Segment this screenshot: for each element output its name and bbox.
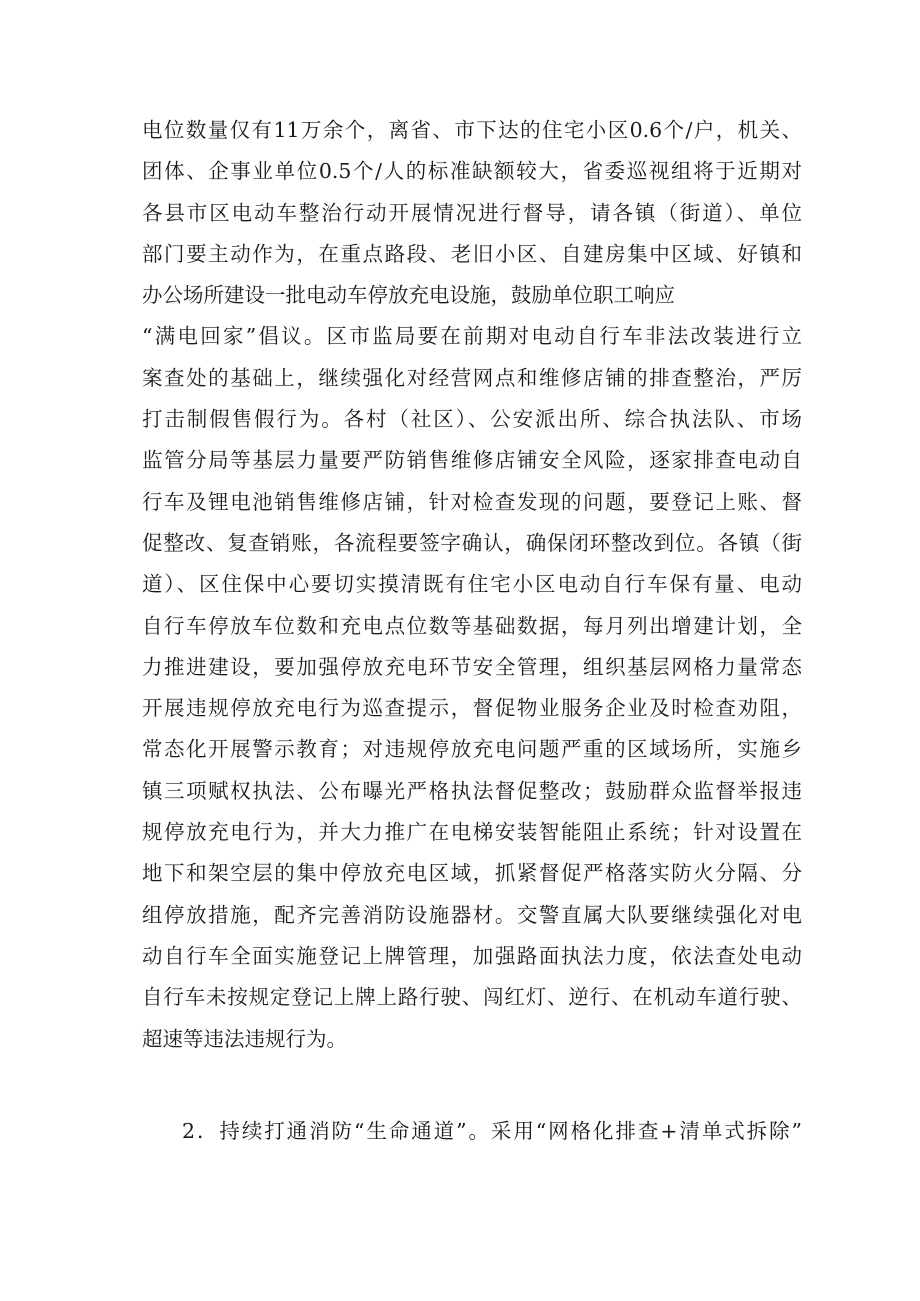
text-line: 镇三项赋权执法、公布曝光严格执法督促整改；鼓励群众监督举报违: [142, 778, 802, 803]
text-line: “满电回家”倡议。区市监局要在前期对电动自行车非法改装进行立: [142, 324, 802, 349]
text-line: 自行车未按规定登记上牌上路行驶、闯红灯、逆行、在机动车道行驶、: [142, 985, 802, 1010]
body-paragraph-2: [142, 1111, 802, 1152]
text-line: 自行车停放车位数和充电点位数等基础数据，每月列出增建计划，全: [142, 613, 802, 638]
text-line: 各县市区电动车整治行动开展情况进行督导，请各镇（街道）、单位: [142, 200, 802, 225]
section-heading-line: 2．持续打通消防“生命通道”。采用“网格化排查+清单式拆除”: [182, 1119, 802, 1143]
text-line: 电位数量仅有11万余个，离省、市下达的住宅小区0.6个/户，机关、: [142, 118, 802, 142]
text-line: 力推进建设，要加强停放充电环节安全管理，组织基层网格力量常态: [142, 654, 802, 679]
text-line: 打击制假售假行为。各村（社区）、公安派出所、综合执法队、市场: [142, 407, 802, 432]
text-line: 办公场所建设一批电动车停放充电设施，鼓励单位职工响应: [142, 283, 675, 308]
text-line: 动自行车全面实施登记上牌管理，加强路面执法力度，依法查处电动: [142, 943, 802, 968]
text-line: 促整改、复查销账，各流程要签字确认，确保闭环整改到位。各镇（街: [142, 530, 802, 555]
text-line: 组停放措施，配齐完善消防设施器材。交警直属大队要继续强化对电: [142, 902, 802, 927]
text-line: 地下和架空层的集中停放充电区域，抓紧督促严格落实防火分隔、分: [142, 861, 802, 886]
text-line: 部门要主动作为，在重点路段、老旧小区、自建房集中区域、好镇和: [142, 241, 802, 266]
text-line: 规停放充电行为，并大力推广在电梯安装智能阻止系统；针对设置在: [142, 820, 802, 845]
text-line: 超速等违法违规行为。: [142, 1026, 347, 1051]
text-line: 常态化开展警示教育；对违规停放充电问题严重的区域场所，实施乡: [142, 737, 802, 762]
text-line: 监管分局等基层力量要严防销售维修店铺安全风险，逐家排查电动自: [142, 448, 802, 473]
text-line: 道）、区住保中心要切实摸清既有住宅小区电动自行车保有量、电动: [142, 572, 802, 597]
text-line: 开展违规停放充电行为巡查提示，督促物业服务企业及时检查劝阻，: [142, 696, 802, 721]
text-line: 行车及锂电池销售维修店铺，针对检查发现的问题，要登记上账、督: [142, 489, 802, 514]
body-paragraph-1: [142, 110, 802, 1060]
text-line: 案查处的基础上，继续强化对经营网点和维修店铺的排查整治，严厉: [142, 365, 802, 390]
text-line: 团体、企事业单位0.5个/人的标准缺额较大，省委巡视组将于近期对: [142, 159, 802, 184]
